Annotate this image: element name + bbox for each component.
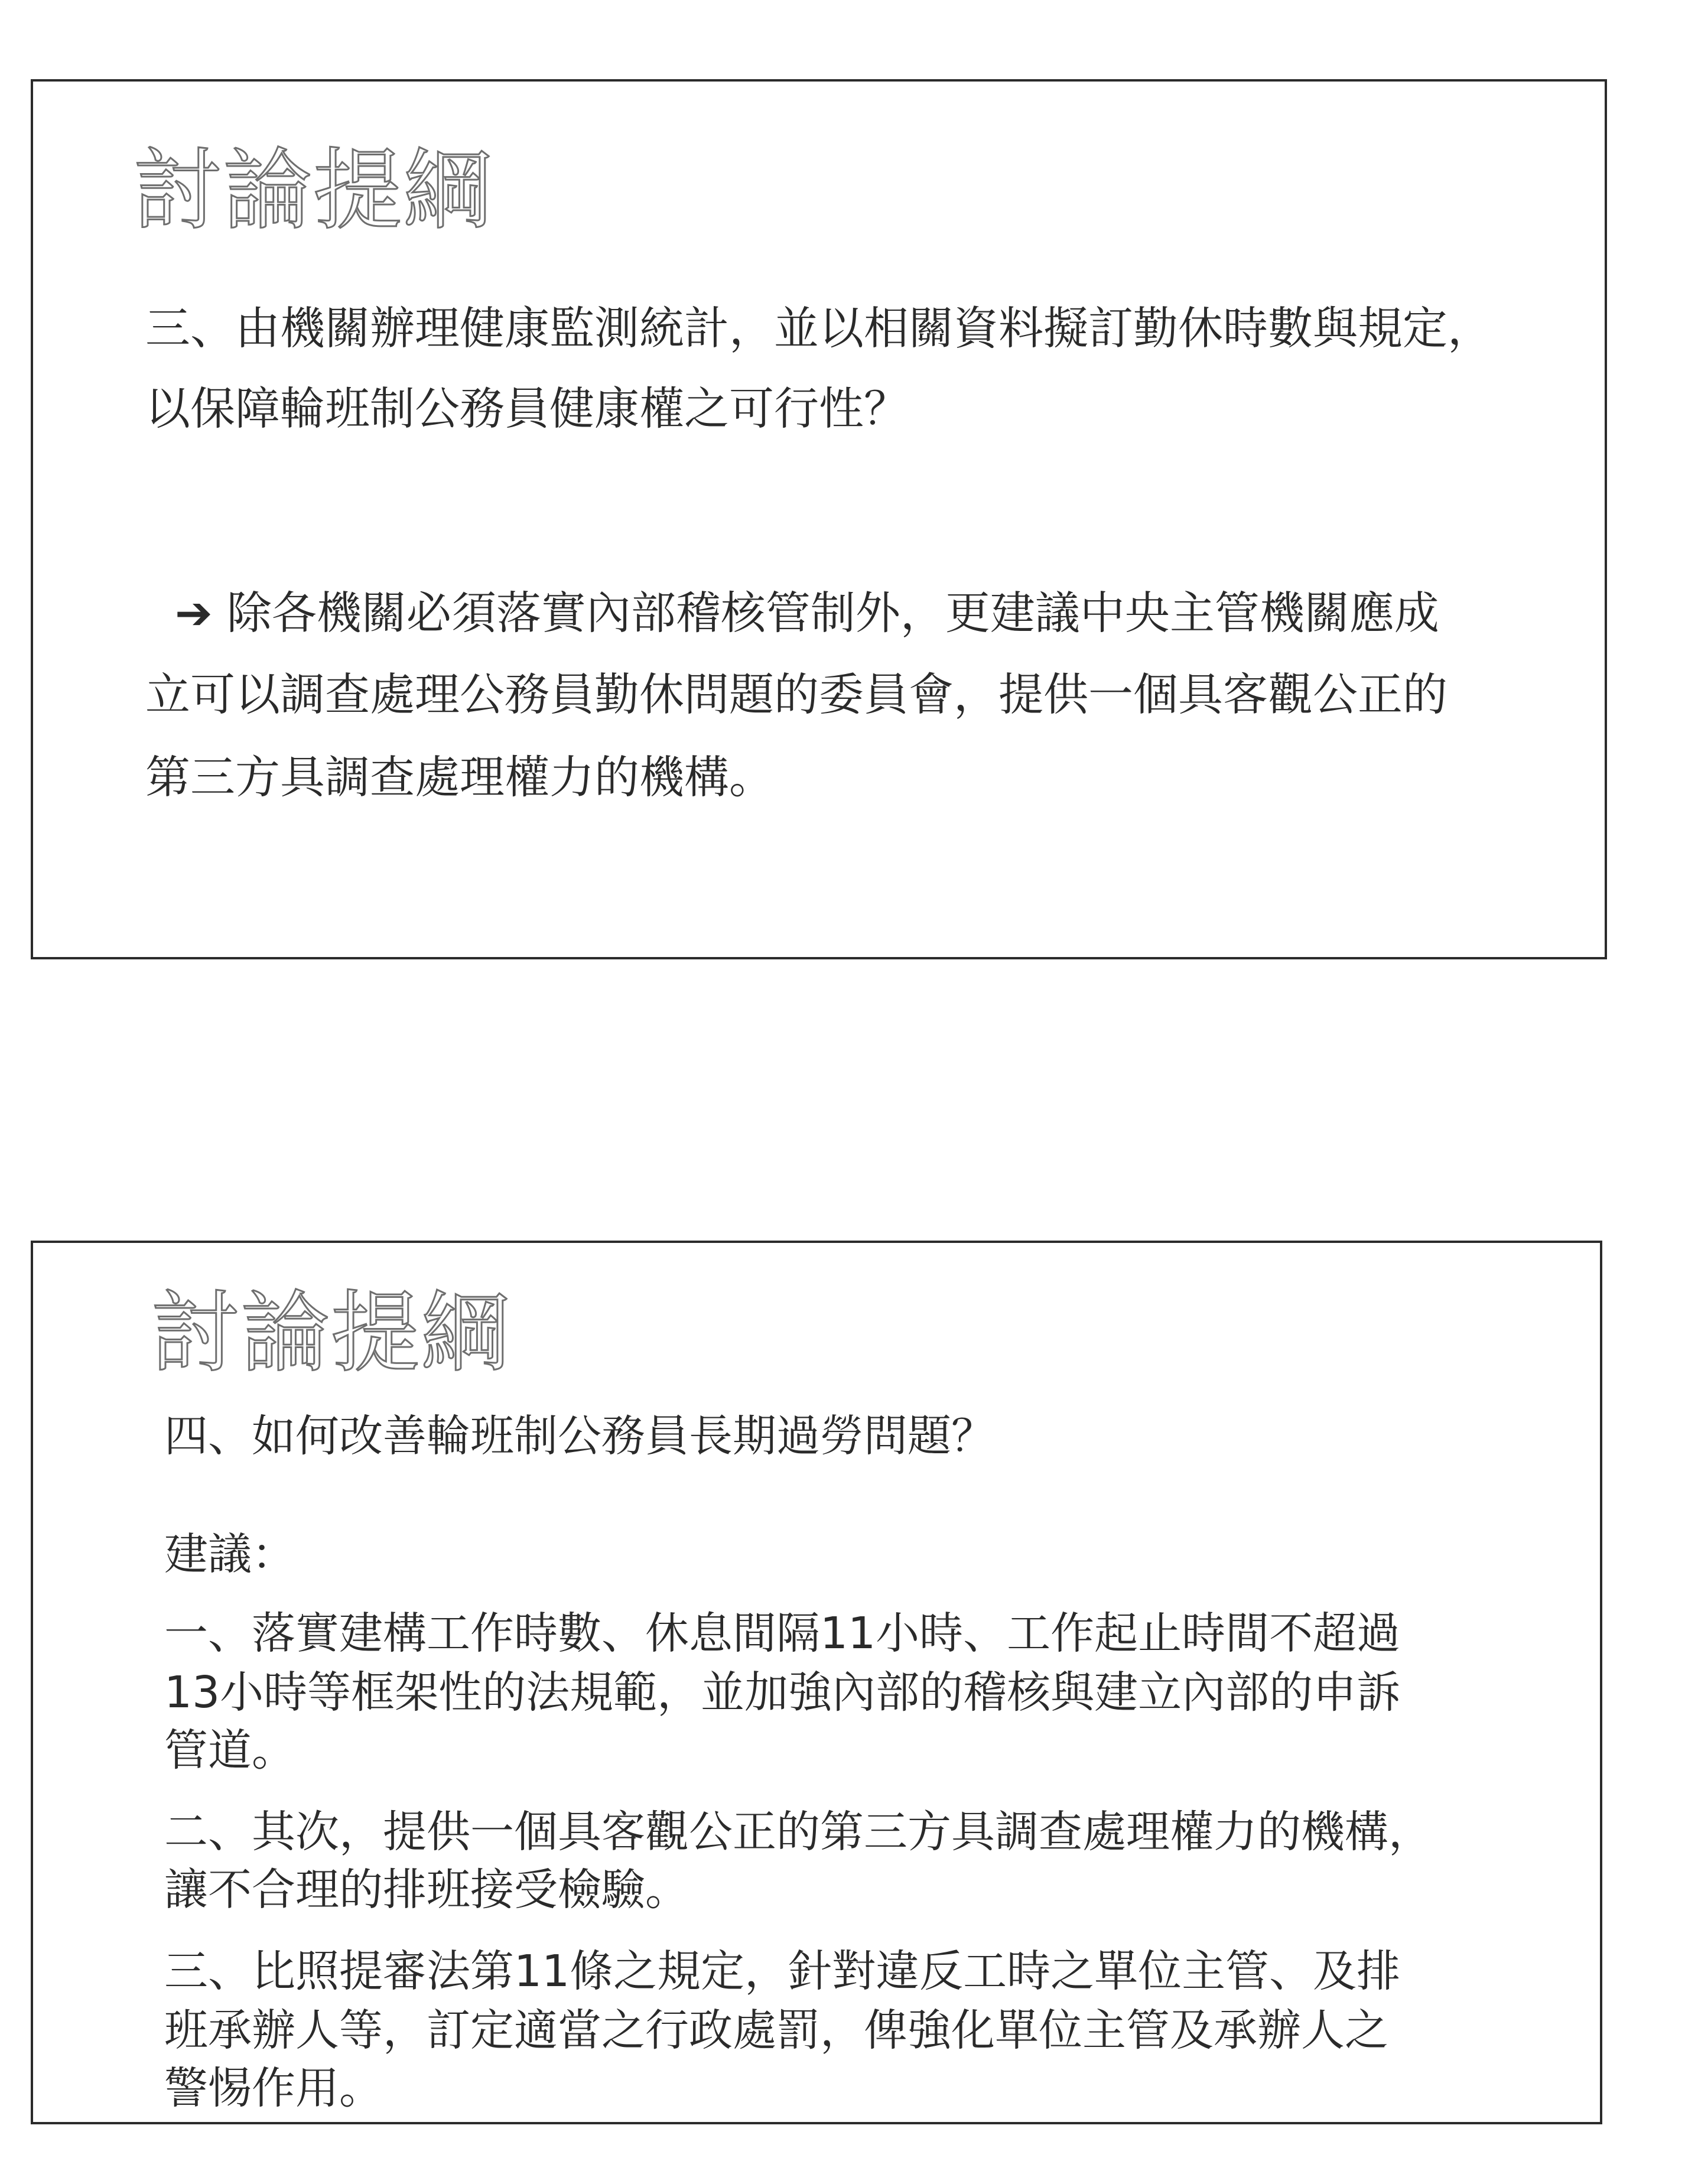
suggestion-1-line: 一、落實建構工作時數、休息間隔11小時、工作起止時間不超過	[164, 1608, 1401, 1659]
suggestion-lead: 建議：	[164, 1529, 295, 1580]
suggestion-3-line: 三、比照提審法第11條之規定，針對違反工時之單位主管、及排	[164, 1946, 1401, 1997]
answer-line: 立可以調查處理公務員勤休問題的委員會，提供一個具客觀公正的	[145, 668, 1447, 721]
slide-title: 討論提綱	[134, 139, 493, 242]
suggestion-2-line: 讓不合理的排班接受檢驗。	[164, 1864, 689, 1915]
answer-line: 第三方具調查處理權力的機構。	[145, 751, 774, 803]
suggestion-3-line: 警惕作用。	[164, 2063, 383, 2114]
suggestion-1-line: 管道。	[164, 1725, 295, 1776]
slide-title: 討論提綱	[151, 1282, 511, 1385]
question-line: 三、由機關辦理健康監測統計，並以相關資料擬訂勤休時數與規定，	[145, 302, 1492, 354]
suggestion-1-line: 13小時等框架性的法規範，並加強內部的稽核與建立內部的申訴	[164, 1667, 1401, 1718]
answer-line-text: 除各機關必須落實內部稽核管制外，更建議中央主管機關應成	[226, 587, 1439, 639]
suggestion-3-line: 班承辦人等，訂定適當之行政處罰，俾強化單位主管及承辦人之	[164, 2005, 1388, 2056]
question-line: 以保障輪班制公務員健康權之可行性？	[145, 382, 909, 435]
suggestion-2-line: 二、其次，提供一個具客觀公正的第三方具調查處理權力的機構，	[164, 1807, 1432, 1857]
slide-discussion-outline-4	[31, 1241, 1602, 2124]
question-line: 四、如何改善輪班制公務員長期過勞問題？	[164, 1411, 995, 1462]
right-arrow-icon: ➔	[175, 587, 213, 639]
answer-line	[175, 587, 1439, 639]
slide-discussion-outline-3	[31, 79, 1607, 959]
